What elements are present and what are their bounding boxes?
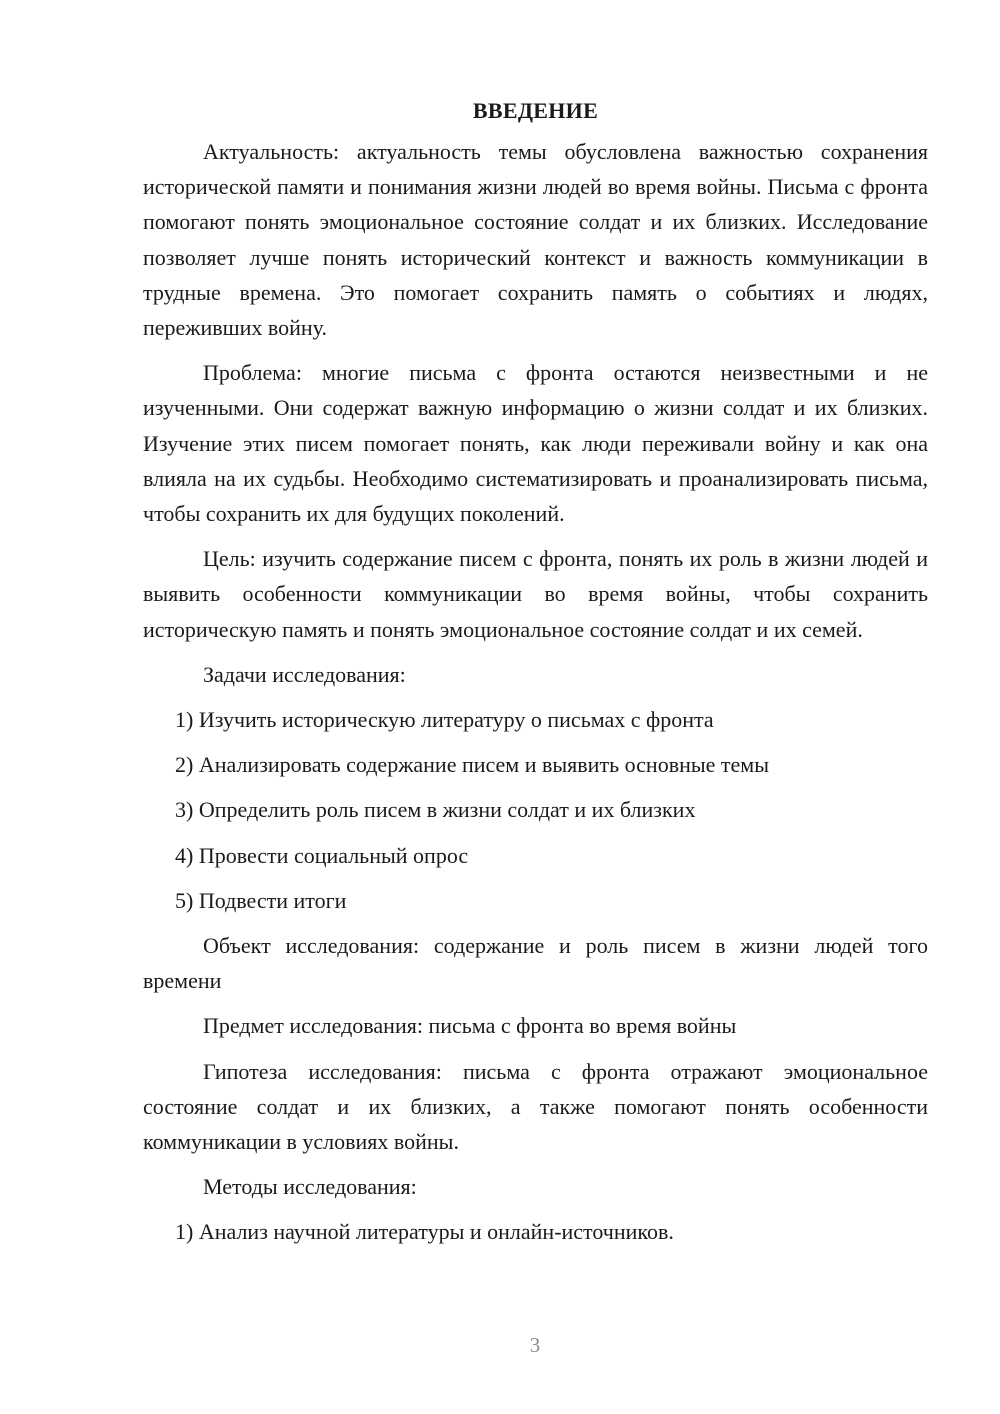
- task-item: 4) Провести социальный опрос: [175, 842, 469, 868]
- section-title: ВВЕДЕНИЕ: [472, 98, 599, 123]
- task-item: 5) Подвести итоги: [175, 887, 347, 913]
- goal-paragraph: Цель: изучить содержание писем с фронта, понять их роль в жизни людей и выявить особенности коммуникации во время войны, чтобы сохранить историческую память и понять эмоциональное состояние солдат и их семей.: [143, 546, 928, 642]
- object-paragraph: Объект исследования: содержание и роль писем в жизни людей того времени: [143, 933, 928, 994]
- tasks-heading: Задачи исследования:: [203, 661, 406, 687]
- page-number: 3: [529, 1333, 541, 1357]
- document-page: [143, 95, 928, 1260]
- hypothesis-paragraph: Гипотеза исследования: письма с фронта отражают эмоциональное состояние солдат и их близких, а также помогают понять особенности коммуникации в условиях войны.: [143, 1058, 928, 1155]
- subject-paragraph: Предмет исследования: письма с фронта во время войны: [203, 1013, 737, 1039]
- problem-paragraph: Проблема: многие письма с фронта остаются неизвестными и не изученными. Они содержат важную информацию о жизни солдат и их близких. Изучение этих писем помогает понять, как люди переживали войну и как она влияла на их судьбы. Необходимо систематизировать и проанализировать письма, чтобы сохранить их для будущих поколений.: [143, 360, 928, 527]
- task-item: 2) Анализировать содержание писем и выявить основные темы: [175, 752, 769, 778]
- methods-heading: Методы исследования:: [203, 1174, 417, 1200]
- relevance-paragraph: Актуальность: актуальность темы обусловлена важностью сохранения исторической памяти и понимания жизни людей во время войны. Письма с фронта помогают понять эмоциональное состояние солдат и их близких. Исследование позволяет лучше понять исторический контекст и важность коммуникации в трудные времена. Это помогает сохранить память о событиях и людях, переживших войну.: [143, 139, 928, 341]
- task-item: 1) Изучить историческую литературу о письмах с фронта: [175, 707, 714, 733]
- task-item: 3) Определить роль писем в жизни солдат и их близких: [175, 797, 696, 823]
- method-item: 1) Анализ научной литературы и онлайн-источников.: [175, 1219, 674, 1245]
